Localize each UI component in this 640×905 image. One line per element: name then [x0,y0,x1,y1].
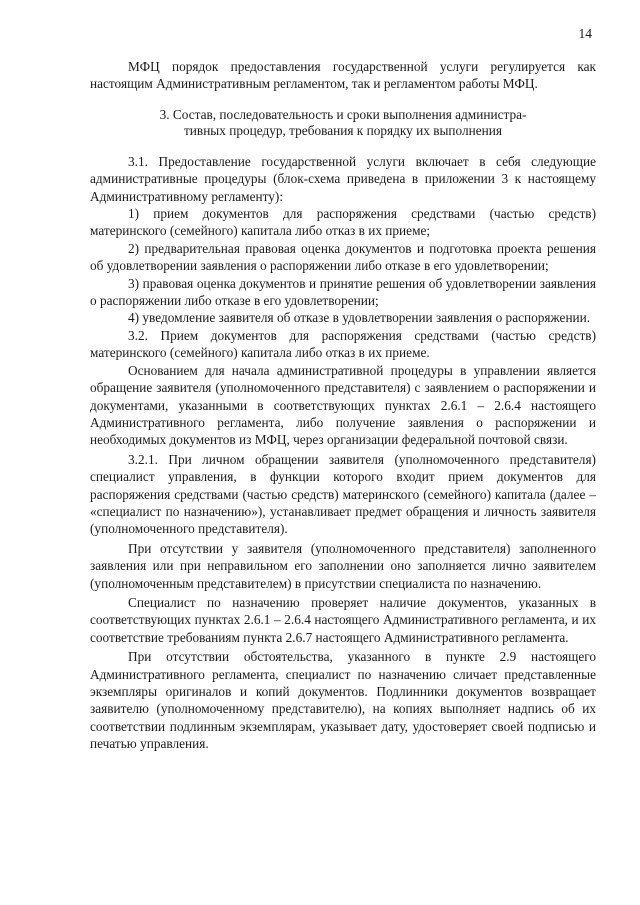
paragraph: 3.1. Предоставление государственной услуги включает в себя следующие административные процедуры (блок-схема приведена в приложении 3 к настоящему Административному регламенту): [90,153,596,204]
section-heading-line: 3. Состав, последовательность и сроки выполнения администра- [159,106,527,122]
paragraph: При отсутствии обстоятельства, указанного в пункте 2.9 настоящего Административного регламента, специалист по назначению сличает представленные экземпляры оригиналов и копий документов. Подлинники документов возвращает заявителю (уполномоченному представителю), на копиях выполняет надпись об их соответствии подлинным экземплярам, указывает дату, удостоверяет своей подписью и печатью управления. [90,649,596,752]
list-item: 2) предварительная правовая оценка документов и подготовка проекта решения об удовлетворении заявления о распоряжении либо отказе в его удовлетворении; [90,240,596,274]
section-heading-line: тивных процедур, требования к порядку их выполнения [183,122,503,138]
paragraph: 3.2.1. При личном обращении заявителя (уполномоченного представителя) специалист управления, в функции которого входит прием документов для распоряжения средствами (частью средств) материнского (семейного) капитала (далее – «специалист по назначению»), устанавливает предмет обращения и личность заявителя (уполномоченного представителя). [90,451,596,537]
list-item: 3) правовая оценка документов и принятие решения об удовлетворении заявления о распоряжении либо отказе в его удовлетворении; [90,275,596,309]
paragraph: При отсутствии у заявителя (уполномоченного представителя) заполненного заявления или при неправильном его заполнении оно заполняется лично заявителем (уполномоченным представителем) в присутствии специалиста по назначению. [90,540,596,591]
paragraph: 3.2. Прием документов для распоряжения средствами (частью средств) материнского (семейного) капитала либо отказ в их приеме. [90,327,596,361]
page-body [90,58,596,753]
paragraph: Основанием для начала административной процедуры в управлении является обращение заявителя (уполномоченного представителя) с заявлением о распоряжении и документами, указанными в соответствующих пунктах 2.6.1 – 2.6.4 настоящего Административного регламента, либо получение заявления о распоряжении и необходимых документов из МФЦ, через организации федеральной почтовой связи. [90,362,596,448]
paragraph: Специалист по назначению проверяет наличие документов, указанных в соответствующих пунктах 2.6.1 – 2.6.4 настоящего Административного регламента, и их соответствие требованиям пункта 2.6.7 настоящего Административного регламента. [90,594,596,645]
page-number: 14 [578,26,592,41]
paragraph: МФЦ порядок предоставления государственной услуги регулируется как настоящим Административным регламентом, так и регламентом работы МФЦ. [90,59,596,92]
list-item: 4) уведомление заявителя об отказе в удовлетворении заявления о распоряжении. [128,310,591,326]
section-heading [90,107,596,139]
list-item: 1) прием документов для распоряжения средствами (частью средств) материнского (семейного) капитала либо отказ в их приеме; [90,206,596,239]
